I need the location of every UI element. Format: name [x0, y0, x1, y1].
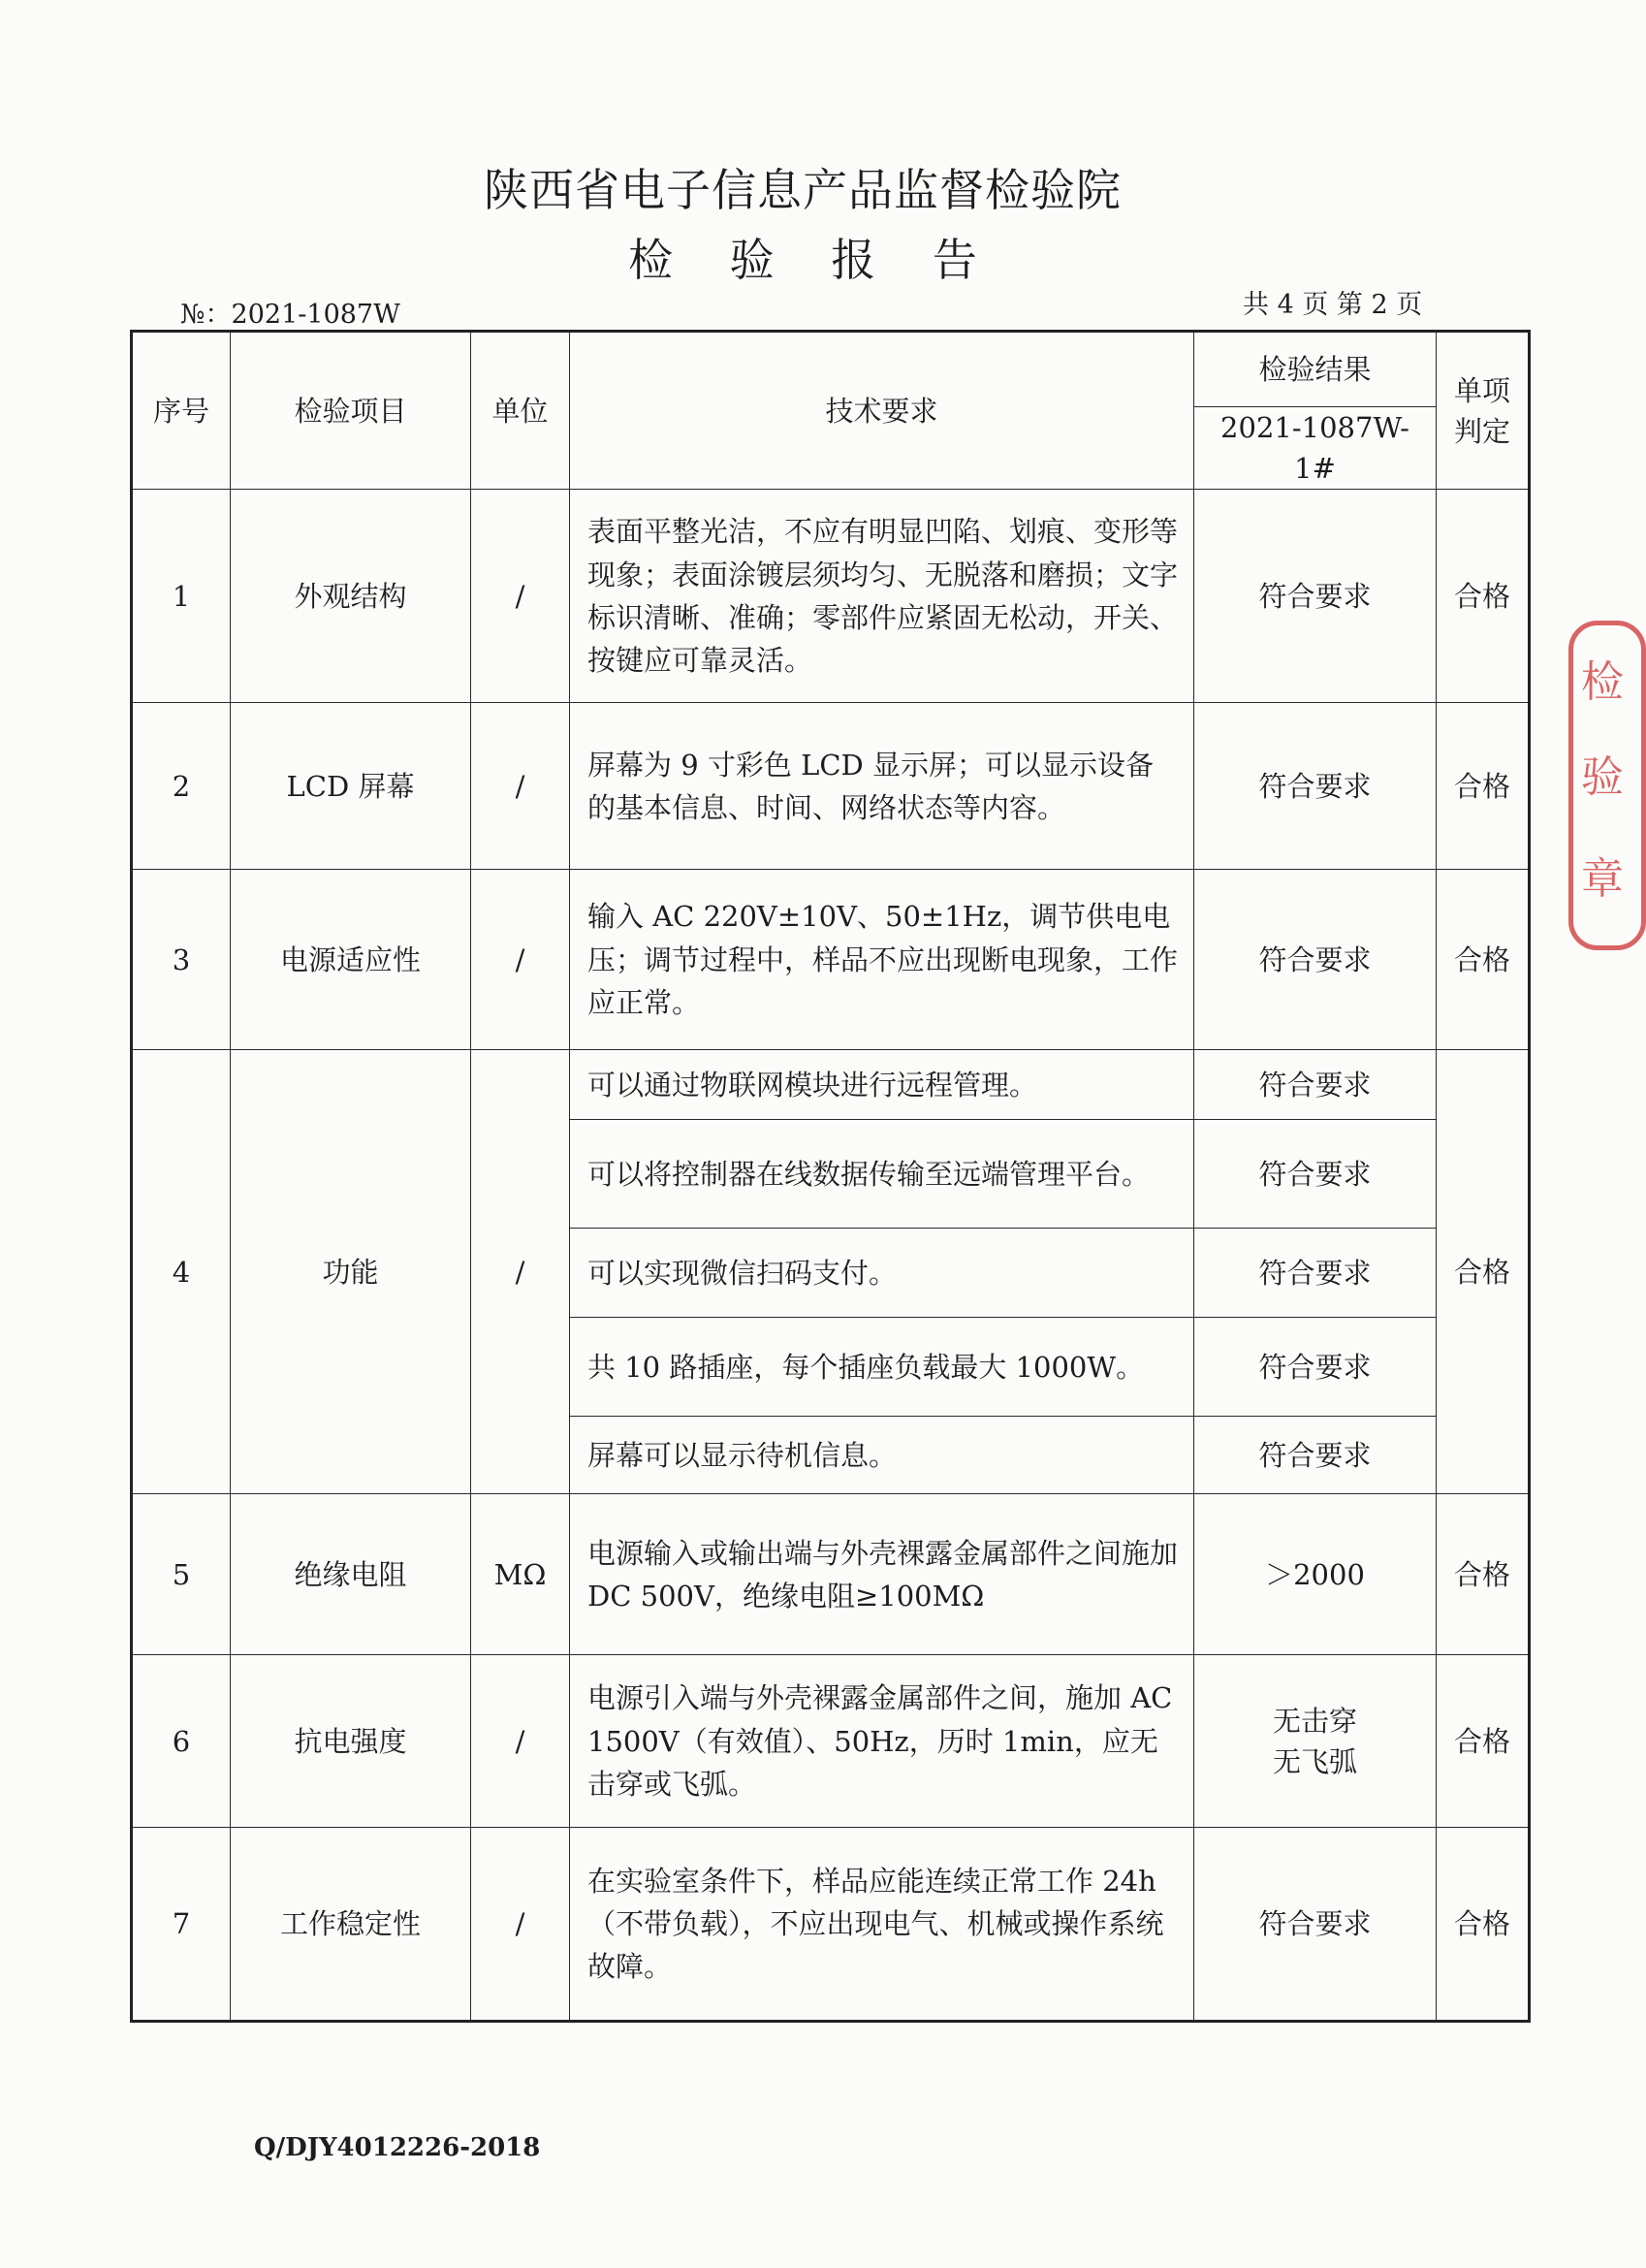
header-requirement: 技术要求	[570, 332, 1194, 490]
row-requirement: 输入 AC 220V±10V、50±1Hz，调节供电电压；调节过程中，样品不应出现断电现象，工作应正常。	[570, 870, 1194, 1050]
row-requirement: 屏幕为 9 寸彩色 LCD 显示屏；可以显示设备的基本信息、时间、网络状态等内容。	[570, 703, 1194, 870]
row-unit: /	[471, 490, 570, 703]
table-row	[132, 1828, 1530, 2022]
row-verdict: 合格	[1437, 870, 1530, 1050]
row-seq: 1	[132, 490, 231, 703]
row-result: 符合要求	[1194, 1828, 1437, 2022]
table-row	[132, 870, 1530, 1050]
institution-title: 陕西省电子信息产品监督检验院	[484, 164, 1122, 216]
table-row	[132, 703, 1530, 870]
table-row	[132, 490, 1530, 703]
sub-result: 符合要求	[1194, 1229, 1437, 1318]
header-seq: 序号	[132, 332, 231, 490]
red-seal-stamp-icon: 检 验 章	[1568, 621, 1646, 950]
row-seq: 2	[132, 703, 231, 870]
report-title: 检 验 报 告	[628, 234, 998, 286]
row-unit: /	[471, 703, 570, 870]
row-item: 电源适应性	[231, 870, 471, 1050]
header-item: 检验项目	[231, 332, 471, 490]
row-item: 绝缘电阻	[231, 1494, 471, 1655]
row-unit: /	[471, 1655, 570, 1828]
row-requirement: 电源引入端与外壳裸露金属部件之间，施加 AC 1500V（有效值）、50Hz，历时 1min，应无击穿或飞弧。	[570, 1655, 1194, 1828]
row-verdict: 合格	[1437, 1655, 1530, 1828]
row-verdict: 合格	[1437, 490, 1530, 703]
page-info: 共 4 页 第 2 页	[1243, 290, 1423, 320]
sub-result: 符合要求	[1194, 1318, 1437, 1417]
sub-result: 符合要求	[1194, 1120, 1437, 1229]
row-result	[1194, 1655, 1437, 1828]
table-row	[132, 1494, 1530, 1655]
row-unit: /	[471, 870, 570, 1050]
row-requirement: 表面平整光洁，不应有明显凹陷、划痕、变形等现象；表面涂镀层须均匀、无脱落和磨损；文字标识清晰、准确；零部件应紧固无松动，开关、按键应可靠灵活。	[570, 490, 1194, 703]
row-item: 工作稳定性	[231, 1828, 471, 2022]
row-verdict: 合格	[1437, 1494, 1530, 1655]
sub-requirement: 可以通过物联网模块进行远程管理。	[570, 1050, 1194, 1120]
sub-result: 符合要求	[1194, 1417, 1437, 1494]
row-seq: 4	[132, 1050, 231, 1494]
row-item: 外观结构	[231, 490, 471, 703]
report-number: №：2021-1087W	[180, 300, 400, 330]
row-result: 符合要求	[1194, 490, 1437, 703]
row-seq: 7	[132, 1828, 231, 2022]
table-row	[132, 1050, 1530, 1120]
header-result: 检验结果	[1194, 332, 1437, 407]
sub-result: 符合要求	[1194, 1050, 1437, 1120]
row-seq: 5	[132, 1494, 231, 1655]
result-line: 无飞弧	[1272, 1744, 1357, 1778]
header-row	[132, 332, 1530, 407]
result-line: 无击穿	[1272, 1704, 1357, 1738]
document-code: Q/DJY4012226-2018	[254, 2133, 541, 2162]
row-verdict: 合格	[1437, 1828, 1530, 2022]
row-result: ＞2000	[1194, 1494, 1437, 1655]
row-requirement: 在实验室条件下，样品应能连续正常工作 24h（不带负载），不应出现电气、机械或操作系统故障。	[570, 1828, 1194, 2022]
row-item: 功能	[231, 1050, 471, 1494]
row-unit: /	[471, 1050, 570, 1494]
header-unit: 单位	[471, 332, 570, 490]
row-verdict: 合格	[1437, 1050, 1530, 1494]
inspection-table	[130, 330, 1531, 2023]
sub-requirement: 共 10 路插座，每个插座负载最大 1000W。	[570, 1318, 1194, 1417]
row-item: LCD 屏幕	[231, 703, 471, 870]
sub-requirement: 屏幕可以显示待机信息。	[570, 1417, 1194, 1494]
row-requirement: 电源输入或输出端与外壳裸露金属部件之间施加 DC 500V，绝缘电阻≥100MΩ	[570, 1494, 1194, 1655]
row-result: 符合要求	[1194, 703, 1437, 870]
row-unit: /	[471, 1828, 570, 2022]
header-sample-id: 2021-1087W-1#	[1194, 407, 1437, 490]
sub-requirement: 可以实现微信扫码支付。	[570, 1229, 1194, 1318]
row-item: 抗电强度	[231, 1655, 471, 1828]
sub-requirement: 可以将控制器在线数据传输至远端管理平台。	[570, 1120, 1194, 1229]
row-verdict: 合格	[1437, 703, 1530, 870]
row-unit: MΩ	[471, 1494, 570, 1655]
row-seq: 3	[132, 870, 231, 1050]
row-result: 符合要求	[1194, 870, 1437, 1050]
row-seq: 6	[132, 1655, 231, 1828]
header-verdict: 单项判定	[1437, 332, 1530, 490]
table-row	[132, 1655, 1530, 1828]
